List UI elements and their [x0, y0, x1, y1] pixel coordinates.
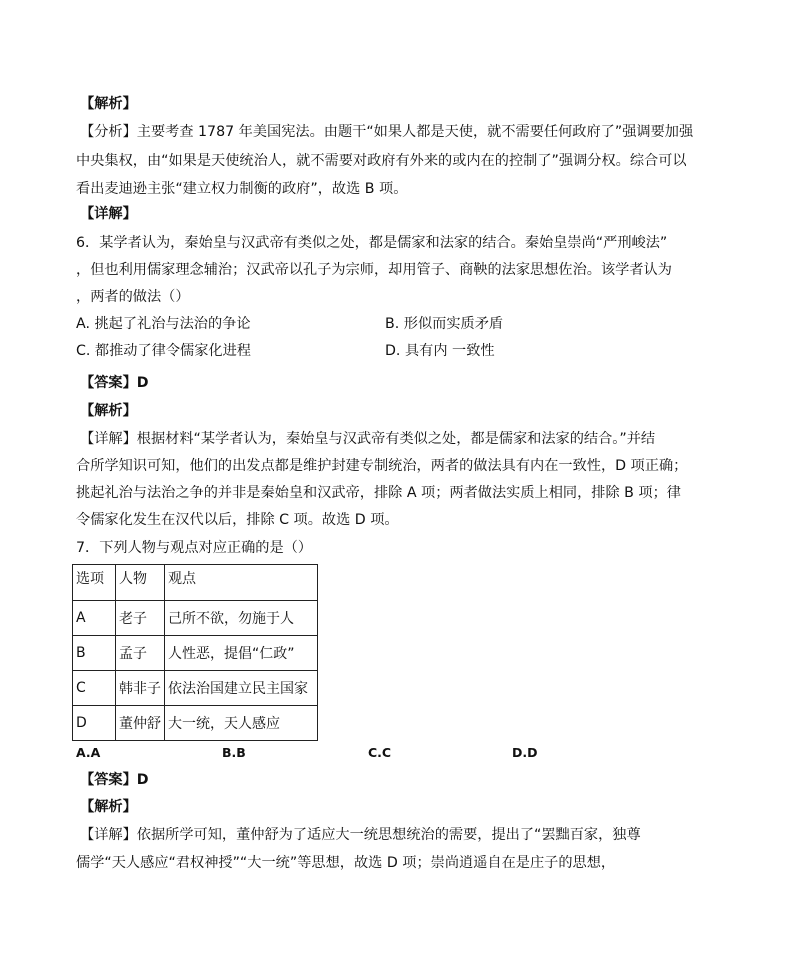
- table-cell: 依法治国建立民主国家: [165, 671, 318, 706]
- table-cell: 大一统，天人感应: [165, 706, 318, 741]
- table-header-cell: 选项: [73, 565, 116, 601]
- fenxi-line-2: 中央集权，由“如果是天使统治人，就不需要对政府有外来的或内在的控制了”强调分权。综合可以: [76, 153, 687, 169]
- table-row: [73, 671, 318, 706]
- q6-detail-line-2: 合所学知识可知，他们的出发点都是维护封建专制统治，两者的做法具有内在一致性，D 项正确；: [76, 458, 688, 474]
- q7-answer: 【答案】D: [80, 772, 149, 788]
- q6-detail-line-4: 令儒家化发生在汉代以后，排除 C 项。故选 D 项。: [76, 512, 399, 528]
- table-cell: B: [73, 636, 116, 671]
- detail-heading: 【详解】: [80, 206, 137, 222]
- q6-stem-line-1: 6．某学者认为，秦始皇与汉武帝有类似之处，都是儒家和法家的结合。秦始皇崇尚“严刑峻法”: [76, 235, 668, 251]
- fenxi-line-3: 看出麦迪逊主张“建立权力制衡的政府”，故选 B 项。: [76, 181, 408, 197]
- q6-answer: 【答案】D: [80, 375, 149, 391]
- table-cell: 人性恶，提倡“仁政”: [165, 636, 318, 671]
- q7-detail-line-1: 【详解】依据所学可知，董仲舒为了适应大一统思想统治的需要，提出了“罢黜百家，独尊: [80, 827, 641, 843]
- table-cell: A: [73, 601, 116, 636]
- table-row: [73, 706, 318, 741]
- table-cell: 韩非子: [116, 671, 165, 706]
- q6-option-b: B. 形似而实质矛盾: [385, 316, 504, 332]
- table-header-row: [73, 565, 318, 601]
- q6-detail-line-1: 【详解】根据材料“某学者认为，秦始皇与汉武帝有类似之处，都是儒家和法家的结合。”并结: [80, 431, 656, 447]
- q7-stem: 7．下列人物与观点对应正确的是（）: [76, 540, 313, 556]
- q6-option-d: D. 具有内 一致性: [385, 343, 495, 359]
- q6-option-c: C. 都推动了律令儒家化进程: [76, 343, 251, 359]
- table-cell: 董仲舒: [116, 706, 165, 741]
- q7-options-table: [72, 564, 318, 741]
- table-cell: 老子: [116, 601, 165, 636]
- analysis-heading: 【解析】: [80, 96, 137, 112]
- table-row: [73, 601, 318, 636]
- q6-option-a: A. 挑起了礼治与法治的争论: [76, 316, 251, 332]
- table-cell: 孟子: [116, 636, 165, 671]
- q6-stem-line-2: ，但也利用儒家理念辅治；汉武帝以孔子为宗师，却用管子、商鞅的法家思想佐治。该学者认为: [76, 262, 672, 278]
- q6-stem-line-3: ，两者的做法（）: [76, 289, 190, 305]
- q7-option-a: A.A: [76, 745, 101, 760]
- table-cell: D: [73, 706, 116, 741]
- q7-option-d: D.D: [512, 745, 538, 760]
- q6-detail-line-3: 挑起礼治与法治之争的并非是秦始皇和汉武帝，排除 A 项；两者做法实质上相同，排除 B 项；律: [76, 485, 681, 501]
- q7-detail-line-2: 儒学“天人感应“君权神授”“大一统”等思想，故选 D 项；崇尚逍遥自在是庄子的思想，: [76, 855, 616, 871]
- q7-option-c: C.C: [368, 745, 392, 760]
- fenxi-line-1: 【分析】主要考查 1787 年美国宪法。由题干“如果人都是天使，就不需要任何政府了”强调要加强: [80, 124, 694, 140]
- table-header-cell: 观点: [165, 565, 318, 601]
- table-cell: 己所不欲，勿施于人: [165, 601, 318, 636]
- q6-analysis-heading: 【解析】: [80, 403, 137, 419]
- table-cell: C: [73, 671, 116, 706]
- q7-option-b: B.B: [222, 745, 246, 760]
- table-row: [73, 636, 318, 671]
- table-header-cell: 人物: [116, 565, 165, 601]
- q7-analysis-heading: 【解析】: [80, 799, 137, 815]
